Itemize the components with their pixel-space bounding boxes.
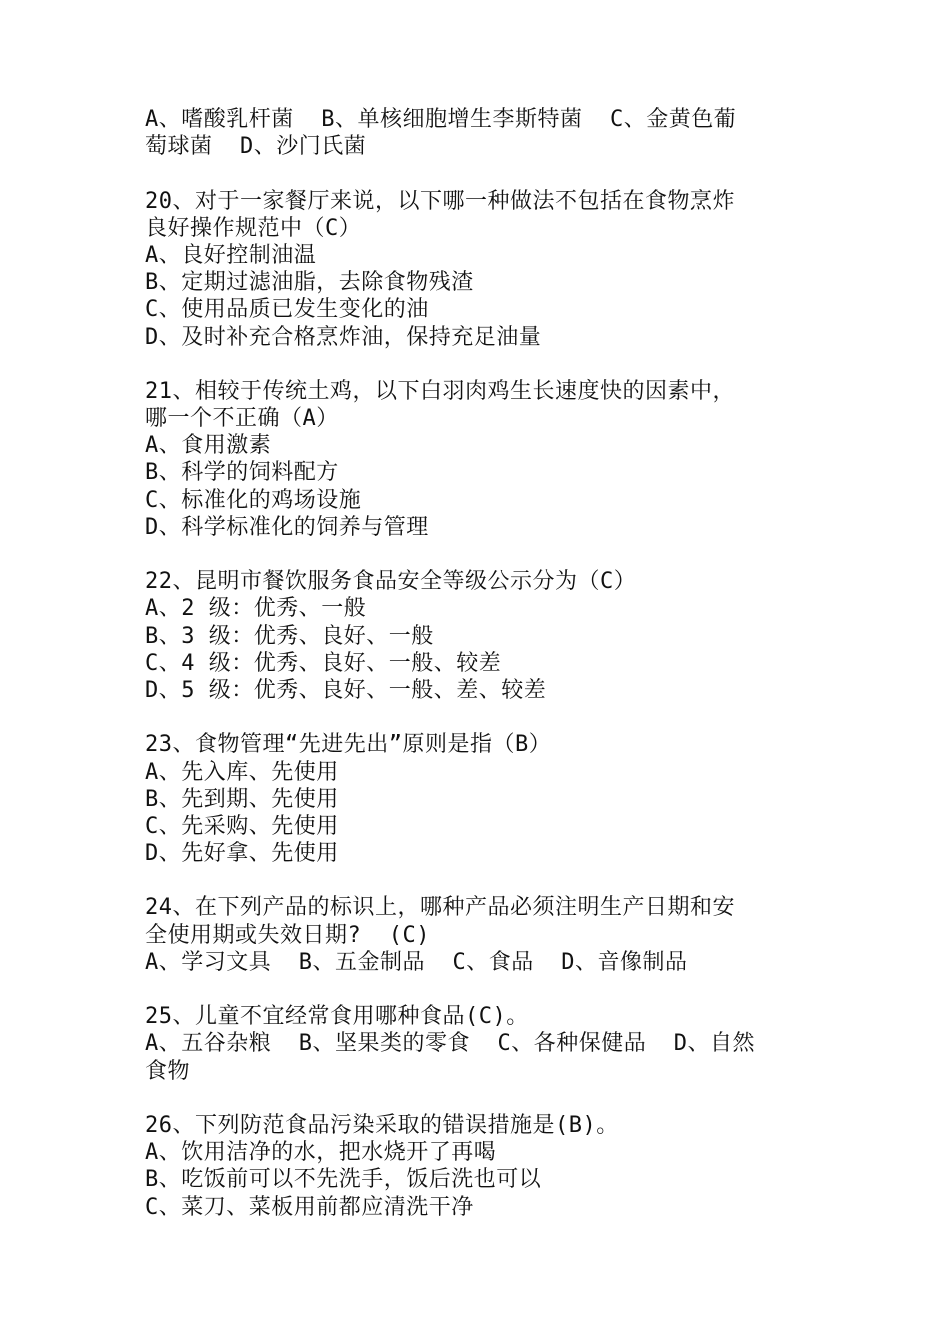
question-list: [145, 106, 825, 1248]
question-block: [145, 1112, 825, 1221]
text-line: D、先好拿、先使用: [145, 841, 339, 867]
text-line: B、先到期、先使用: [145, 786, 339, 812]
question-block: [145, 731, 825, 867]
question-block: [145, 378, 825, 541]
question-block: [145, 894, 825, 976]
text-line: A、五谷杂粮 B、坚果类的零食 C、各种保健品 D、自然: [145, 1031, 755, 1057]
text-line: B、3 级：优秀、良好、一般: [145, 623, 434, 649]
question-text: 24、在下列产品的标识上，哪种产品必须注明生产日期和安: [145, 895, 735, 921]
text-line: B、定期过滤油脂，去除食物残渣: [145, 270, 474, 296]
question-text: 25、儿童不宜经常食用哪种食品(C)。: [145, 1004, 529, 1030]
question-text: 22、昆明市餐饮服务食品安全等级公示分为（C）: [145, 569, 637, 595]
text-line: A、嗜酸乳杆菌 B、单核细胞增生李斯特菌 C、金黄色葡: [145, 107, 737, 132]
question-text: 26、下列防范食品污染采取的错误措施是(B)。: [145, 1112, 619, 1138]
text-line: D、5 级：优秀、良好、一般、差、较差: [145, 677, 547, 703]
text-line: 食物: [145, 1058, 191, 1084]
text-line: 良好操作规范中（C）: [145, 215, 362, 241]
text-line: 全使用期或失效日期? (C): [145, 922, 430, 948]
question-text: 20、对于一家餐厅来说，以下哪一种做法不包括在食物烹炸: [145, 188, 735, 214]
text-line: D、及时补充合格烹炸油，保持充足油量: [145, 324, 542, 350]
text-line: A、学习文具 B、五金制品 C、食品 D、音像制品: [145, 949, 688, 975]
text-line: C、菜刀、菜板用前都应清洗干净: [145, 1194, 474, 1220]
text-line: C、使用品质已发生变化的油: [145, 297, 429, 323]
text-line: B、吃饭前可以不先洗手，饭后洗也可以: [145, 1167, 542, 1193]
text-line: 萄球菌 D、沙门氏菌: [145, 134, 367, 160]
text-line: C、标准化的鸡场设施: [145, 487, 362, 513]
text-line: A、先入库、先使用: [145, 759, 339, 785]
text-line: C、4 级：优秀、良好、一般、较差: [145, 650, 502, 676]
question-block: [145, 1003, 825, 1085]
text-line: C、先采购、先使用: [145, 813, 339, 839]
text-line: B、科学的饲料配方: [145, 460, 339, 486]
question-block: [145, 568, 825, 704]
question-text: 23、食物管理“先进先出”原则是指（B）: [145, 732, 552, 758]
text-line: A、食用激素: [145, 433, 272, 459]
question-text: 21、相较于传统土鸡，以下白羽肉鸡生长速度快的因素中，: [145, 378, 735, 404]
text-line: A、2 级：优秀、一般: [145, 596, 367, 622]
text-line: A、饮用洁净的水，把水烧开了再喝: [145, 1140, 497, 1166]
text-line: D、科学标准化的饲养与管理: [145, 514, 429, 540]
question-block: [145, 106, 825, 160]
text-line: A、良好控制油温: [145, 242, 317, 268]
text-line: 哪一个不正确（A）: [145, 406, 339, 432]
question-block: [145, 188, 825, 351]
